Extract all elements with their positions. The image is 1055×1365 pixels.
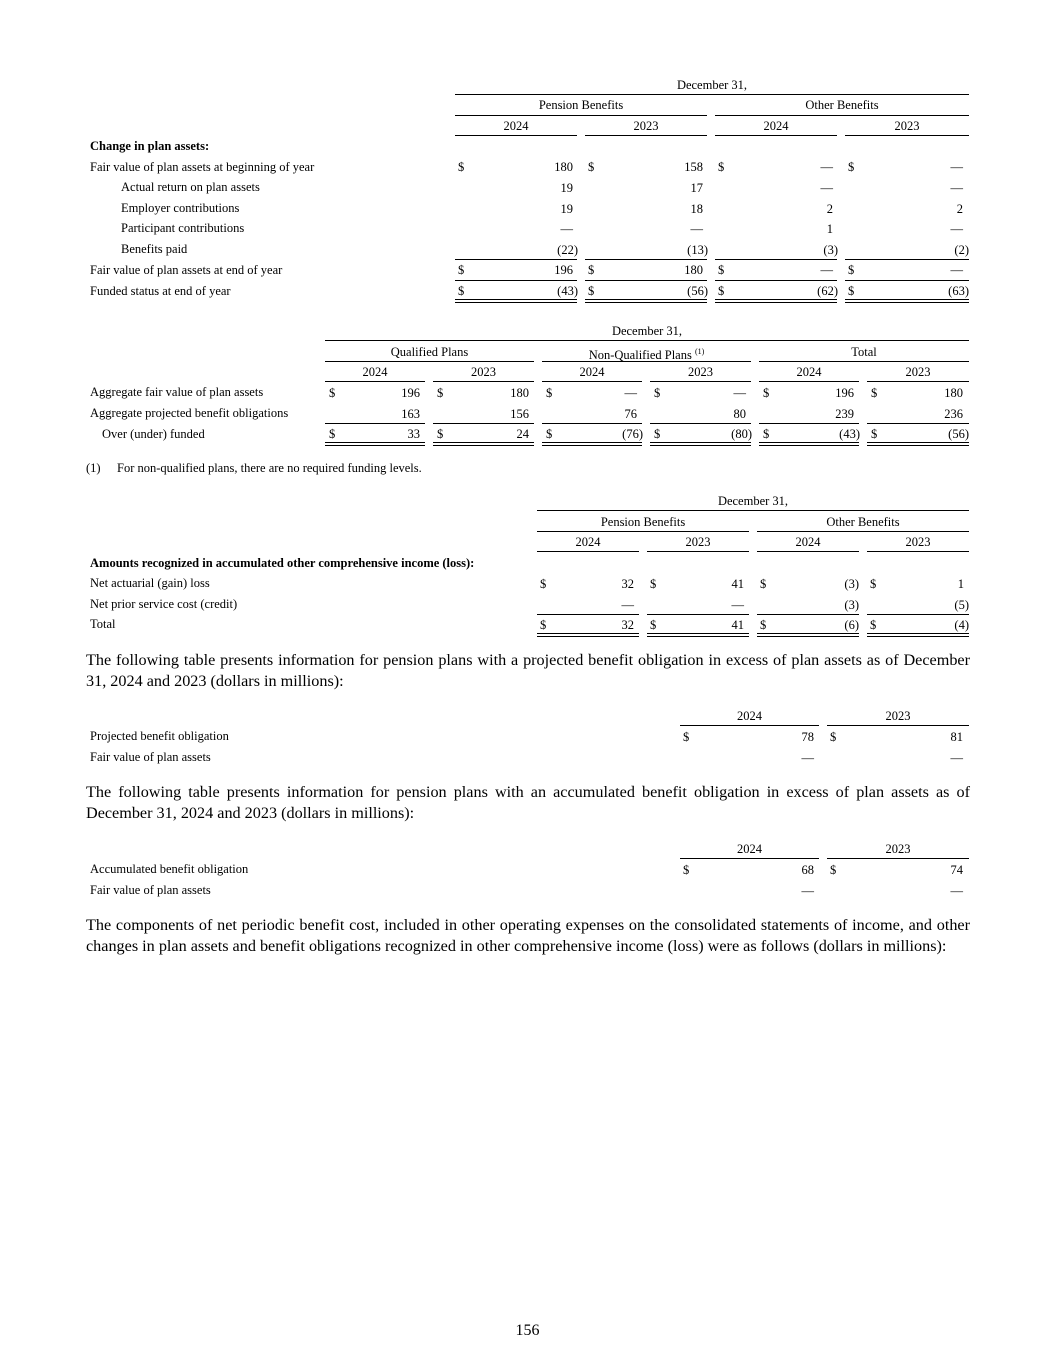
value-cell: 80 [733,407,746,421]
table1-year: 2023 [894,119,920,133]
value-cell: (62) [817,284,838,298]
currency-symbol: $ [718,284,725,298]
table1-group-other: Other Benefits [805,98,879,112]
value-cell: (2) [954,243,969,257]
row-label: Fair value of plan assets [90,883,211,897]
currency-symbol: $ [760,577,767,591]
value-cell: — [690,222,703,236]
table3-year: 2023 [685,535,711,549]
table2-year: 2024 [362,365,388,379]
value-cell: (63) [948,284,969,298]
value-cell: 81 [950,730,963,744]
value-cell: — [950,751,963,765]
value-cell: 1 [957,577,964,591]
currency-symbol: $ [683,730,690,744]
table4-year: 2024 [737,709,762,723]
table5-year: 2023 [885,842,911,856]
table3-group-pension: Pension Benefits [600,515,686,529]
row-label: Actual return on plan assets [121,180,260,194]
currency-symbol: $ [654,427,661,441]
value-cell: 196 [835,386,854,400]
currency-symbol: $ [458,160,465,174]
currency-symbol: $ [718,160,725,174]
table1-section-label: Change in plan assets: [90,139,210,153]
currency-symbol: $ [871,386,878,400]
value-cell: 33 [407,427,420,441]
value-cell: (56) [948,427,969,441]
table1-super-header: December 31, [676,78,748,92]
currency-symbol: $ [546,427,553,441]
currency-symbol: $ [650,618,657,632]
value-cell: — [621,598,634,612]
row-label: Net prior service cost (credit) [90,597,238,611]
value-cell: — [950,181,963,195]
value-cell: (3) [844,598,859,612]
table3-group-other: Other Benefits [826,515,900,529]
currency-symbol: $ [848,160,855,174]
value-cell: 163 [401,407,420,421]
currency-symbol: $ [329,427,336,441]
footnote-text: For non-qualified plans, there are no required funding levels. [117,461,422,475]
value-cell: 196 [401,386,420,400]
currency-symbol: $ [437,427,444,441]
row-label: Aggregate fair value of plan assets [90,385,264,399]
value-cell: — [733,386,746,400]
table3-year: 2023 [905,535,931,549]
row-label: Fair value of plan assets [90,750,211,764]
table2-year: 2024 [796,365,822,379]
value-cell: 196 [554,263,573,277]
currency-symbol: $ [718,263,725,277]
row-label: Projected benefit obligation [90,729,229,743]
value-cell: — [801,884,814,898]
value-cell: — [801,751,814,765]
currency-symbol: $ [329,386,336,400]
value-cell: 41 [731,577,744,591]
value-cell: — [820,263,833,277]
value-cell: 32 [621,618,634,632]
value-cell: (22) [557,243,578,257]
value-cell: — [820,181,833,195]
value-cell: 17 [690,181,703,195]
value-cell: 78 [801,730,814,744]
value-cell: (5) [954,598,969,612]
row-label: Fair value of plan assets at end of year [90,263,283,277]
currency-symbol: $ [848,263,855,277]
currency-symbol: $ [540,577,547,591]
currency-symbol: $ [830,863,837,877]
currency-symbol: $ [650,577,657,591]
currency-symbol: $ [870,577,877,591]
value-cell: (3) [844,577,859,591]
row-label: Net actuarial (gain) loss [90,576,210,590]
currency-symbol: $ [830,730,837,744]
currency-symbol: $ [588,284,595,298]
value-cell: (3) [823,243,838,257]
row-label: Aggregate projected benefit obligations [90,406,289,420]
value-cell: — [950,263,963,277]
footnote-mark: (1) [86,461,101,475]
value-cell: 239 [835,407,854,421]
table3-year: 2024 [575,535,601,549]
value-cell: 180 [510,386,529,400]
value-cell: 2 [956,202,963,216]
table4-year: 2023 [885,709,911,723]
value-cell: — [950,884,963,898]
row-label: Benefits paid [121,242,188,256]
pbo-intro-paragraph: The following table presents information for pension plans with a projected benefit obligation in excess of plan assets as of December 31, 2024 and 2023 (dollars in millions): [86,651,970,690]
value-cell: — [624,386,637,400]
row-label: Total [90,617,116,631]
value-cell: 18 [690,202,703,216]
value-cell: 74 [950,863,963,877]
table1-year: 2024 [503,119,529,133]
row-label: Accumulated benefit obligation [90,862,249,876]
value-cell: (13) [687,243,708,257]
currency-symbol: $ [763,427,770,441]
currency-symbol: $ [546,386,553,400]
row-label: Employer contributions [121,201,240,215]
value-cell: 68 [801,863,814,877]
value-cell: 156 [510,407,529,421]
value-cell: 32 [621,577,634,591]
table2-group-non-qualified: Non-Qualified Plans $^{(1)}$ [588,347,705,362]
value-cell: 236 [944,407,963,421]
value-cell: 24 [516,427,529,441]
currency-symbol: $ [871,427,878,441]
value-cell: 180 [944,386,963,400]
currency-symbol: $ [588,160,595,174]
currency-symbol: $ [458,263,465,277]
currency-symbol: $ [760,618,767,632]
currency-symbol: $ [683,863,690,877]
value-cell: 41 [731,618,744,632]
table1-year: 2024 [763,119,789,133]
value-cell: (43) [557,284,578,298]
currency-symbol: $ [458,284,465,298]
table1-group-pension: Pension Benefits [538,98,624,112]
page-number: 156 [515,1322,540,1339]
value-cell: 180 [554,160,573,174]
table2-year: 2023 [688,365,713,379]
value-cell: — [560,222,573,236]
row-label: Participant contributions [121,221,245,235]
value-cell: — [950,160,963,174]
net-periodic-cost-intro-paragraph: The components of net periodic benefit cost, included in other operating expenses on the consolidated statements of income, and other changes in plan assets and benefit obligations recognized in other comprehensive income (loss) were as follows (dollars in millions): [86,916,970,955]
value-cell: 76 [624,407,637,421]
value-cell: 19 [560,181,573,195]
value-cell: (6) [844,618,859,632]
row-label: Funded status at end of year [90,284,231,298]
value-cell: (80) [731,427,752,441]
row-label: Over (under) funded [102,427,205,441]
table2-super-header: December 31, [611,324,683,338]
currency-symbol: $ [437,386,444,400]
table3-super-header: December 31, [717,494,789,508]
footnote-mark: (1) [694,347,705,356]
value-cell: 1 [826,222,833,236]
value-cell: (4) [954,618,969,632]
currency-symbol: $ [870,618,877,632]
value-cell: — [820,160,833,174]
value-cell: (43) [839,427,860,441]
value-cell: 158 [684,160,703,174]
currency-symbol: $ [763,386,770,400]
table2-year: 2023 [905,365,931,379]
value-cell: — [731,598,744,612]
value-cell: (56) [687,284,708,298]
table2-year: 2024 [579,365,605,379]
value-cell: 2 [826,202,833,216]
currency-symbol: $ [540,618,547,632]
abo-intro-paragraph: The following table presents information for pension plans with an accumulated benefit obligation in excess of plan assets as of December 31, 2024 and 2023 (dollars in millions): [86,783,970,822]
value-cell: — [950,222,963,236]
value-cell: (76) [622,427,643,441]
currency-symbol: $ [848,284,855,298]
currency-symbol: $ [588,263,595,277]
table5-year: 2024 [737,842,762,856]
value-cell: 19 [560,202,573,216]
table2-year: 2023 [471,365,496,379]
table1-year: 2023 [633,119,659,133]
row-label: Fair value of plan assets at beginning of year [90,160,315,174]
table3-section-label: Amounts recognized in accumulated other comprehensive income (loss): [90,556,475,570]
currency-symbol: $ [654,386,661,400]
table2-group-qualified: Qualified Plans [390,345,469,359]
value-cell: 180 [684,263,703,277]
table2-group-total: Total [851,345,877,359]
table3-year: 2024 [795,535,821,549]
